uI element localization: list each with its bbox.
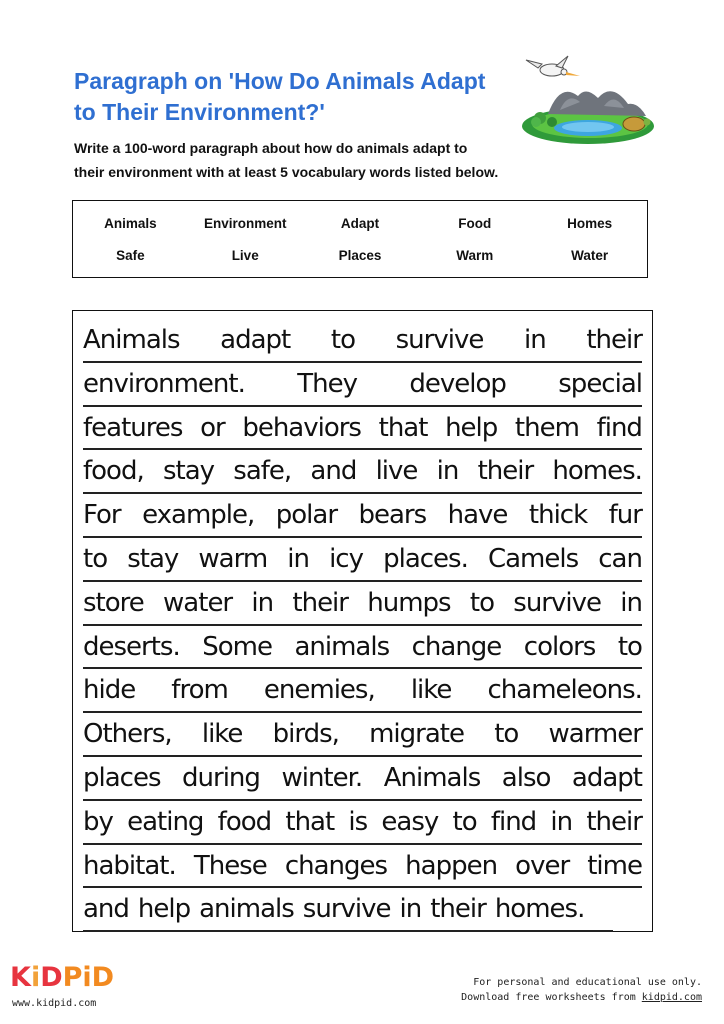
paragraph-word: places — [83, 762, 161, 793]
paragraph-word: their — [477, 456, 534, 487]
paragraph-line — [83, 713, 642, 757]
paragraph-word: food — [217, 806, 272, 837]
paragraph-word: happen — [405, 850, 498, 881]
kidpid-logo: KiDPiD — [10, 962, 115, 993]
paragraph-word: migrate — [369, 719, 464, 750]
footer-note — [461, 975, 702, 1005]
paragraph-word: safe, — [233, 456, 292, 487]
paragraph-word: changes — [284, 850, 388, 881]
paragraph-word: in — [620, 587, 642, 618]
paragraph-word: Animals — [383, 762, 481, 793]
paragraph-word: in — [550, 806, 573, 837]
paragraph-word: chameleons. — [487, 675, 642, 706]
paragraph-word: their — [292, 587, 348, 618]
paragraph-word: Some — [202, 631, 272, 662]
title-line: to Their Environment?' — [74, 99, 325, 125]
vocabulary-box — [72, 200, 648, 278]
paragraph-word: Animals — [83, 325, 180, 355]
paragraph-word: bears — [358, 500, 427, 531]
paragraph-word: stay — [162, 456, 215, 487]
paragraph-word: them — [514, 412, 579, 443]
paragraph-word: and — [310, 456, 357, 487]
paragraph-word: humps — [367, 587, 451, 618]
worksheet-title — [74, 66, 514, 128]
vocab-word: Adapt — [340, 215, 380, 231]
paragraph-word: find — [596, 412, 642, 443]
paragraph-word: environment. — [83, 368, 245, 399]
paragraph-word: animals — [199, 894, 294, 925]
paragraph-word: store — [83, 587, 144, 618]
footer-line: For personal and educational use only. — [473, 977, 702, 988]
paragraph-word: places. — [383, 543, 468, 574]
paragraph-word: animals — [294, 631, 390, 662]
footer-line: Download free worksheets from kidpid.com — [461, 992, 702, 1003]
paragraph-box — [72, 310, 653, 932]
paragraph-line — [83, 363, 642, 407]
vocab-word: Food — [458, 215, 492, 231]
paragraph-word: homes. — [494, 894, 585, 925]
paragraph-word: features — [83, 412, 183, 443]
paragraph-word: their — [430, 894, 486, 925]
paragraph-word: to — [617, 631, 642, 662]
paragraph-word: to — [452, 806, 477, 837]
paragraph-word: winter. — [281, 762, 363, 793]
paragraph-word: colors — [523, 631, 596, 662]
paragraph-word: like — [201, 719, 243, 750]
paragraph-line — [83, 888, 613, 932]
paragraph-line — [83, 801, 642, 845]
paragraph-word: during — [182, 762, 260, 793]
paragraph-word: They — [297, 368, 357, 399]
paragraph-word: food, — [83, 456, 144, 487]
vocab-word: Water — [571, 247, 609, 263]
paragraph-word: over — [515, 850, 570, 881]
paragraph-line — [83, 757, 642, 801]
paragraph-word: icy — [329, 543, 363, 574]
vocab-word: Warm — [456, 247, 494, 263]
paragraph-word: fur — [608, 500, 642, 531]
paragraph-word: homes. — [552, 456, 642, 487]
paragraph-word: develop — [409, 368, 506, 399]
site-url: www.kidpid.com — [12, 998, 97, 1009]
paragraph-word: example, — [142, 500, 255, 531]
paragraph-word: survive — [395, 325, 484, 355]
paragraph-word: like — [410, 675, 452, 706]
paragraph-line — [83, 626, 642, 670]
paragraph-word: Others, — [83, 719, 172, 750]
paragraph-word: in — [399, 894, 422, 925]
vocab-word: Homes — [567, 215, 613, 231]
paragraph-word: These — [193, 850, 267, 881]
paragraph-word: habitat. — [83, 850, 176, 881]
paragraph-word: is — [348, 806, 368, 837]
paragraph-word: For — [83, 500, 121, 531]
paragraph-word: hide — [83, 675, 136, 706]
paragraph-line — [83, 450, 642, 494]
paragraph-word: polar — [275, 500, 338, 531]
paragraph-word: by — [83, 806, 113, 837]
paragraph-word: also — [501, 762, 551, 793]
paragraph-word: special — [558, 368, 642, 399]
paragraph-word: can — [598, 543, 642, 574]
paragraph-word: warmer — [548, 719, 642, 750]
paragraph-word: to — [469, 587, 494, 618]
paragraph-word: in — [287, 543, 309, 574]
footer-link[interactable]: kidpid.com — [641, 992, 702, 1003]
paragraph-word: to — [330, 325, 355, 355]
vocab-word: Safe — [116, 247, 145, 263]
paragraph-word: help — [137, 894, 191, 925]
paragraph-word: to — [494, 719, 519, 750]
paragraph-line — [83, 582, 642, 626]
vocab-word: Environment — [203, 215, 287, 231]
paragraph-word: or — [200, 412, 225, 443]
paragraph-line — [83, 494, 642, 538]
paragraph-line — [83, 845, 642, 889]
paragraph-word: and — [83, 894, 129, 925]
paragraph-line — [83, 538, 642, 582]
paragraph-word: Camels — [487, 543, 579, 574]
paragraph-word: behaviors — [242, 412, 361, 443]
paragraph-word: warm — [198, 543, 268, 574]
paragraph-word: survive — [513, 587, 601, 618]
paragraph-word: that — [378, 412, 428, 443]
paragraph-word: live — [375, 456, 418, 487]
title-line: Paragraph on 'How Do Animals Adapt — [74, 68, 486, 94]
instructions-line: Write a 100-word paragraph about how do animals adapt to — [74, 140, 468, 156]
paragraph-line — [83, 319, 642, 363]
paragraph-word: birds, — [272, 719, 339, 750]
paragraph-line — [83, 407, 642, 451]
paragraph-word: find — [490, 806, 537, 837]
paragraph-word: in — [251, 587, 274, 618]
paragraph-word: have — [447, 500, 508, 531]
paragraph-word: easy — [381, 806, 439, 837]
pelican-icon — [526, 56, 580, 76]
paragraph-word: enemies, — [263, 675, 375, 706]
paragraph-word: in — [436, 456, 459, 487]
paragraph-word: adapt — [220, 325, 291, 355]
paragraph-word: their — [586, 325, 642, 355]
instructions-line: their environment with at least 5 vocabulary words listed below. — [74, 164, 499, 180]
paragraph-word: water — [163, 587, 233, 618]
paragraph-word: to — [83, 543, 108, 574]
vocab-word: Animals — [104, 215, 157, 231]
paragraph-word: change — [411, 631, 502, 662]
paragraph-word: in — [524, 325, 546, 355]
paragraph-word: from — [171, 675, 228, 706]
paragraph-word: stay — [127, 543, 179, 574]
paragraph-word: survive — [302, 894, 391, 925]
paragraph-word: time — [587, 850, 642, 881]
paragraph-word: eating — [127, 806, 204, 837]
paragraph-word: that — [285, 806, 335, 837]
vocab-word: Live — [231, 247, 259, 263]
pond-island-illustration — [508, 52, 658, 148]
paragraph-word: their — [586, 806, 642, 837]
vocab-word: Places — [338, 247, 382, 263]
instructions — [74, 136, 574, 184]
paragraph-word: deserts. — [83, 631, 180, 662]
paragraph-line — [83, 669, 642, 713]
paragraph-word: adapt — [571, 762, 642, 793]
paragraph-word: help — [445, 412, 498, 443]
paragraph-word: thick — [528, 500, 588, 531]
